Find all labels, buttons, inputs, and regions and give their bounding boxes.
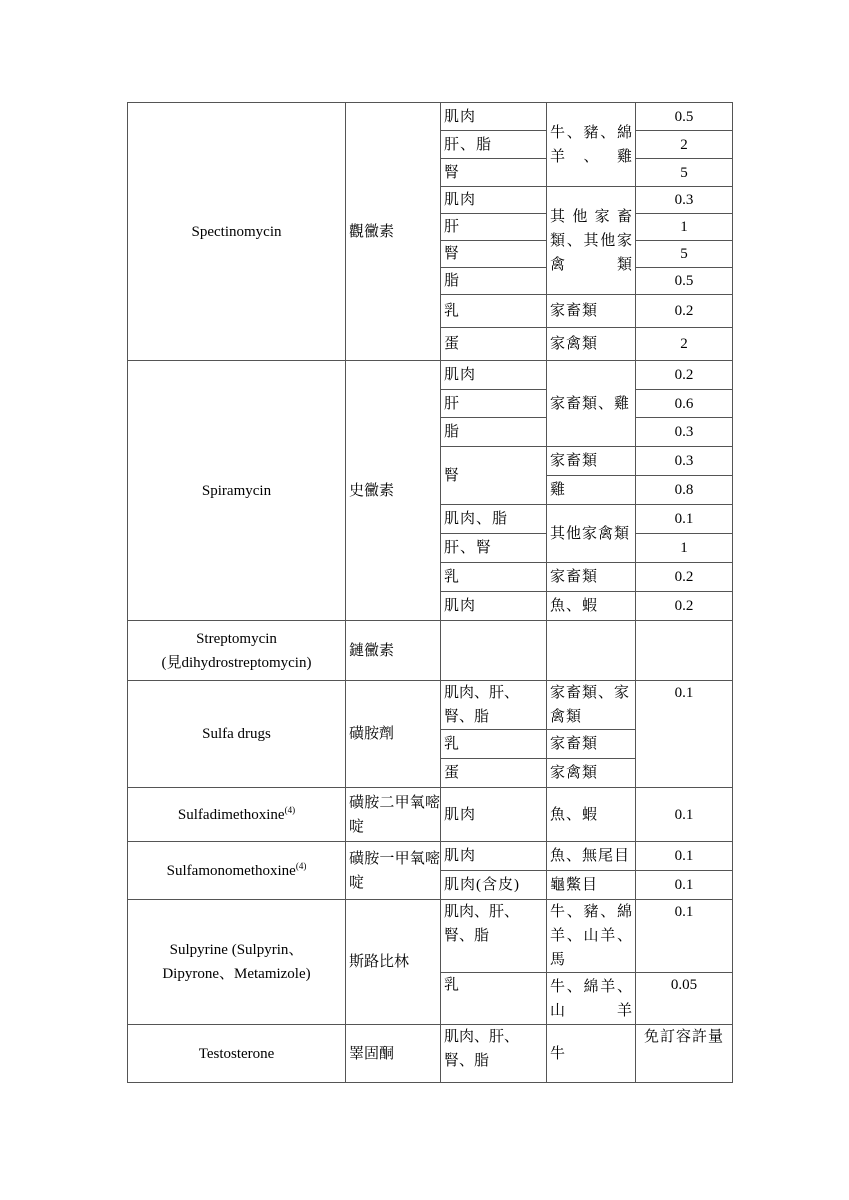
tissue-cell: 乳 <box>441 730 547 759</box>
species-cell: 家畜類 <box>547 730 636 759</box>
species-cell: 雞 <box>547 476 636 505</box>
tissue-cell: 肌肉、脂 <box>441 505 547 534</box>
drug-name-en: Spectinomycin <box>128 103 346 361</box>
tissue-cell: 肌肉、肝、腎、脂 <box>441 1025 547 1083</box>
limit-value: 免訂容許量 <box>636 1025 733 1083</box>
species-cell: 家畜類 <box>547 563 636 592</box>
limit-value: 2 <box>636 131 733 159</box>
limit-value: 0.6 <box>636 390 733 418</box>
tissue-cell: 腎 <box>441 241 547 268</box>
drug-name-zh: 磺胺二甲氧嘧啶 <box>346 788 441 842</box>
empty-cell <box>636 621 733 681</box>
tissue-cell: 肌肉 <box>441 187 547 214</box>
limit-value: 5 <box>636 159 733 187</box>
limit-value: 0.8 <box>636 476 733 505</box>
tissue-cell: 蛋 <box>441 328 547 361</box>
species-cell: 牛、豬、綿羊、雞 <box>547 103 636 187</box>
species-cell: 家禽類 <box>547 328 636 361</box>
species-cell: 龜鱉目 <box>547 871 636 900</box>
drug-name-zh: 史黴素 <box>346 361 441 621</box>
table-row <box>128 788 733 842</box>
drug-name-zh: 磺胺一甲氧嘧啶 <box>346 842 441 900</box>
limit-value: 0.1 <box>636 900 733 973</box>
tissue-cell: 肌肉 <box>441 592 547 621</box>
limit-value: 0.5 <box>636 268 733 295</box>
limit-value: 2 <box>636 328 733 361</box>
table-row <box>128 1025 733 1083</box>
limit-value: 0.3 <box>636 187 733 214</box>
tissue-cell: 肝 <box>441 214 547 241</box>
drug-name-en: Sulfamonomethoxine$^{(4)}$ <box>128 842 346 900</box>
tissue-cell: 肝、脂 <box>441 131 547 159</box>
table-row <box>128 361 733 390</box>
limit-value: 0.3 <box>636 418 733 447</box>
limit-value: 0.2 <box>636 592 733 621</box>
drug-name-zh: 斯路比林 <box>346 900 441 1025</box>
tissue-cell: 乳 <box>441 973 547 1025</box>
species-cell: 其他家畜類、其他家禽類 <box>547 187 636 295</box>
table-row <box>128 681 733 730</box>
tissue-cell: 肌肉(含皮) <box>441 871 547 900</box>
limit-value: 0.1 <box>636 871 733 900</box>
species-cell: 牛、豬、綿羊、山羊、馬 <box>547 900 636 973</box>
limit-value: 0.2 <box>636 361 733 390</box>
species-cell: 其他家禽類 <box>547 505 636 563</box>
species-cell: 魚、蝦 <box>547 788 636 842</box>
species-cell: 牛、綿羊、山羊 <box>547 973 636 1025</box>
tissue-cell: 乳 <box>441 295 547 328</box>
drug-name-en: Streptomycin (見dihydrostreptomycin) <box>128 621 346 681</box>
limit-value: 0.2 <box>636 295 733 328</box>
tissue-cell: 肌肉、肝、腎、脂 <box>441 900 547 973</box>
species-cell: 家畜類 <box>547 295 636 328</box>
tissue-cell: 乳 <box>441 563 547 592</box>
tissue-cell: 腎 <box>441 447 547 505</box>
species-cell: 家畜類 <box>547 447 636 476</box>
limit-value: 0.1 <box>636 681 733 788</box>
tissue-cell: 肌肉 <box>441 103 547 131</box>
drug-name-en: Testosterone <box>128 1025 346 1083</box>
tissue-cell: 肌肉 <box>441 842 547 871</box>
species-cell: 家畜類、雞 <box>547 361 636 447</box>
tissue-cell: 腎 <box>441 159 547 187</box>
tissue-cell: 肌肉 <box>441 788 547 842</box>
species-cell: 魚、無尾目 <box>547 842 636 871</box>
limit-value: 1 <box>636 214 733 241</box>
tissue-cell: 肌肉、肝、腎、脂 <box>441 681 547 730</box>
limit-value: 0.2 <box>636 563 733 592</box>
drug-name-note: (見dihydrostreptomycin) <box>161 654 312 671</box>
species-cell: 牛 <box>547 1025 636 1083</box>
table-row <box>128 842 733 871</box>
table-row <box>128 103 733 131</box>
species-cell: 魚、蝦 <box>547 592 636 621</box>
drug-name-en: Sulfa drugs <box>128 681 346 788</box>
limit-value: 5 <box>636 241 733 268</box>
drug-name-zh: 磺胺劑 <box>346 681 441 788</box>
table-row <box>128 621 733 681</box>
limit-value: 0.1 <box>636 788 733 842</box>
species-cell: 家禽類 <box>547 759 636 788</box>
empty-cell <box>547 621 636 681</box>
drug-name-zh: 睪固酮 <box>346 1025 441 1083</box>
tissue-cell: 脂 <box>441 418 547 447</box>
tissue-cell: 肌肉 <box>441 361 547 390</box>
limit-value: 0.5 <box>636 103 733 131</box>
tissue-cell: 肝 <box>441 390 547 418</box>
limit-value: 1 <box>636 534 733 563</box>
drug-name-en: Sulpyrine (Sulpyrin、Dipyrone、Metamizole) <box>128 900 346 1025</box>
limit-value: 0.1 <box>636 842 733 871</box>
drug-name-en: Sulfadimethoxine$^{(4)}$ <box>128 788 346 842</box>
limit-value: 0.05 <box>636 973 733 1025</box>
table-row <box>128 900 733 973</box>
drug-name-en: Spiramycin <box>128 361 346 621</box>
tissue-cell: 肝、腎 <box>441 534 547 563</box>
species-cell: 家畜類、家禽類 <box>547 681 636 730</box>
tissue-cell: 脂 <box>441 268 547 295</box>
limit-value: 0.1 <box>636 505 733 534</box>
residue-limit-table <box>127 102 733 1083</box>
drug-name-zh: 觀黴素 <box>346 103 441 361</box>
empty-cell <box>441 621 547 681</box>
drug-name-zh: 鏈黴素 <box>346 621 441 681</box>
tissue-cell: 蛋 <box>441 759 547 788</box>
limit-value: 0.3 <box>636 447 733 476</box>
